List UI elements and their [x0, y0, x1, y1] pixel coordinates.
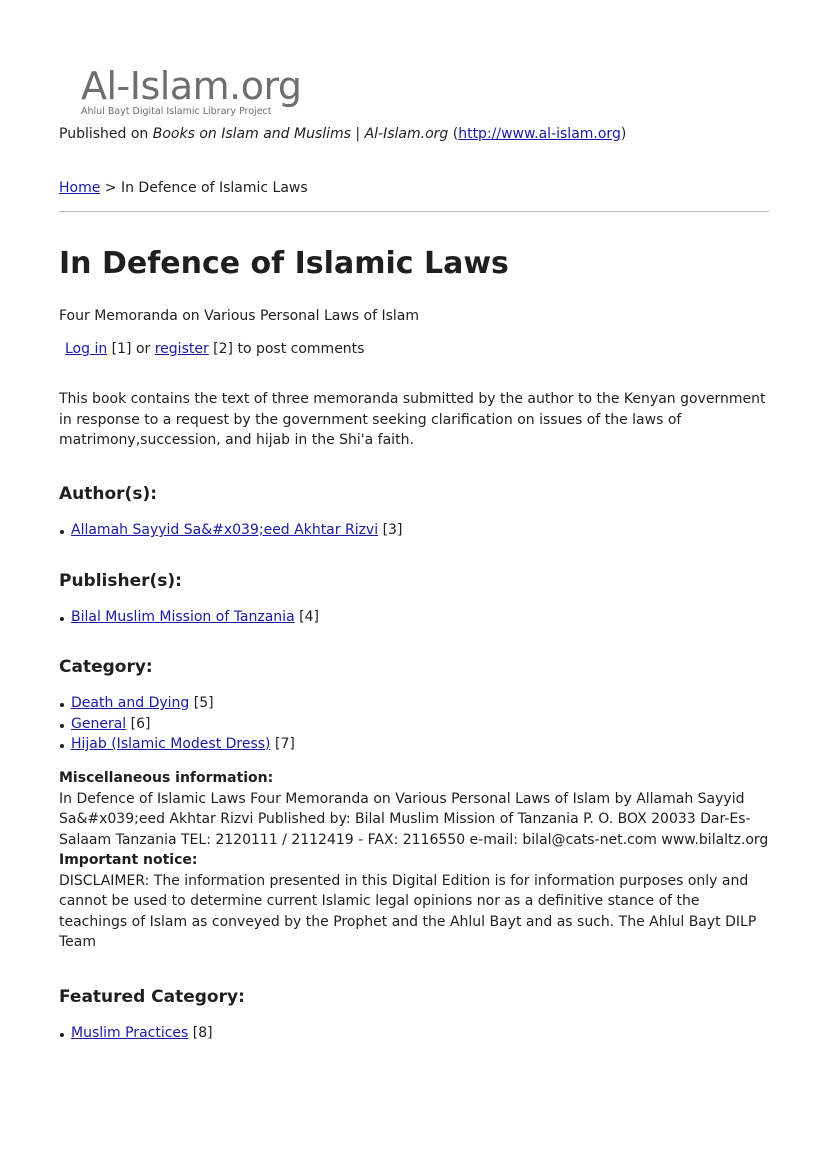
book-summary: This book contains the text of three memoranda submitted by the author to the Kenyan government in response to a request by the government seeking clarification on issues of the laws of matrimony,succession, and hijab in the Shi'a faith. [59, 391, 766, 448]
register-link[interactable]: register [154, 341, 209, 357]
breadcrumb-home-link[interactable]: Home [59, 180, 101, 196]
login-prompt [65, 339, 364, 359]
category-heading: Category: [59, 657, 153, 677]
url-close: ) [620, 126, 627, 142]
notice-label: Important notice: [59, 852, 198, 868]
reference-number: [5] [189, 695, 214, 711]
notice-text: DISCLAIMER: The information presented in this Digital Edition is for information purposes only and cannot be used to determine current Islamic legal opinions nor as a definitive stance of the teachings of Islam as conveyed by the Prophet and the Ahlul Bayt and as such. The Ahlul Bayt DILP Team [59, 872, 757, 950]
breadcrumb [59, 178, 308, 198]
misc-info-text: In Defence of Islamic Laws Four Memoranda on Various Personal Laws of Islam by Allamah Sayyid Sa&#x039;eed Akhtar Rizvi Published by: Bilal Muslim Mission of Tanzania P. O. BOX 20033 Dar-Es-Salaam Tanzania TEL: 2120111 / 2112419 - FAX: 2116550 e-mail: bilal@cats-net.com www.bilaltz.org [59, 790, 769, 848]
featured-category-heading: Featured Category: [59, 987, 245, 1007]
reference-number: [7] [270, 736, 295, 752]
list-item [59, 734, 295, 755]
publisher-link[interactable]: Bilal Muslim Mission of Tanzania [71, 609, 295, 625]
login-link[interactable]: Log in [65, 341, 108, 357]
list-item [59, 714, 295, 735]
url-open: ( [448, 126, 459, 142]
misc-info-label: Miscellaneous information: [59, 770, 274, 786]
list-item [59, 1023, 213, 1044]
breadcrumb-current: In Defence of Islamic Laws [120, 180, 308, 196]
reference-number: [8] [188, 1025, 213, 1041]
featured-category-list [59, 1023, 213, 1044]
publishers-list [59, 607, 319, 628]
authors-list [59, 520, 402, 541]
list-item [59, 607, 319, 628]
published-line [59, 124, 626, 144]
page-subtitle: Four Memoranda on Various Personal Laws of Islam [59, 308, 420, 324]
author-link[interactable]: Allamah Sayyid Sa&#x039;eed Akhtar Rizvi [71, 522, 379, 538]
authors-heading: Author(s): [59, 484, 158, 504]
logo-tagline: Ahlul Bayt Digital Islamic Library Project [81, 106, 272, 117]
reference-number: [4] [294, 609, 319, 625]
category-link[interactable]: General [71, 715, 127, 732]
logo-wordmark: Al-Islam.org [81, 64, 302, 108]
login-ref: [1] or [107, 341, 155, 357]
list-item [59, 520, 402, 541]
category-link[interactable]: Hijab (Islamic Modest Dress) [71, 736, 271, 752]
reference-number: [6] [126, 715, 151, 732]
publishers-heading: Publisher(s): [59, 571, 182, 591]
published-prefix: Published on [59, 126, 153, 142]
site-logo[interactable] [81, 64, 321, 120]
register-ref: [2] to post comments [208, 341, 365, 357]
page-title: In Defence of Islamic Laws [59, 246, 509, 281]
header-divider [59, 211, 769, 212]
site-name: Books on Islam and Muslims | Al-Islam.org [152, 126, 449, 142]
category-link[interactable]: Death and Dying [71, 695, 190, 711]
breadcrumb-separator: > [100, 180, 121, 196]
list-item [59, 693, 295, 714]
reference-number: [3] [378, 522, 403, 538]
site-url-link[interactable]: http://www.al-islam.org [458, 126, 621, 142]
category-list [59, 693, 295, 755]
info-block [59, 768, 769, 953]
featured-category-link[interactable]: Muslim Practices [71, 1025, 189, 1041]
